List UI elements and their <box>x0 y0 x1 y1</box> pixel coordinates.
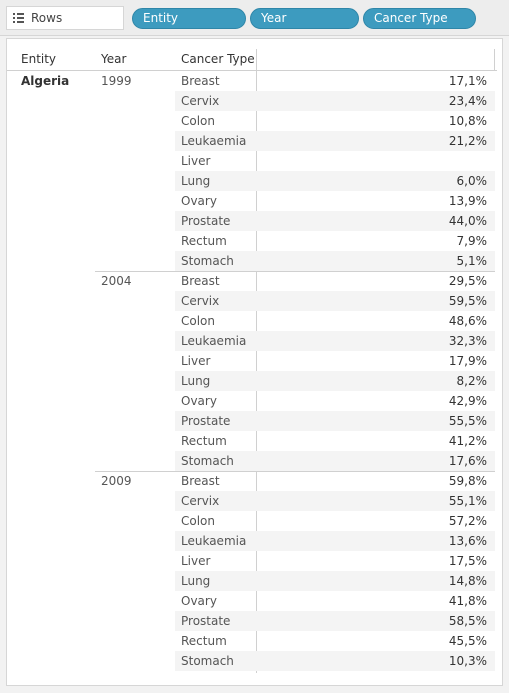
table-row[interactable] <box>175 71 495 91</box>
table-row[interactable] <box>175 371 495 391</box>
group-separator <box>95 471 495 472</box>
table-row[interactable] <box>175 151 495 171</box>
table-row[interactable] <box>175 111 495 131</box>
rows-shelf-label <box>6 6 124 30</box>
cancer-type-cell: Colon <box>181 514 216 528</box>
value-cell: 58,5% <box>448 614 487 628</box>
year-cell[interactable]: 2004 <box>101 274 132 288</box>
table-row[interactable] <box>175 651 495 671</box>
header-entity[interactable]: Entity <box>21 52 57 66</box>
table-row[interactable] <box>175 311 495 331</box>
value-cell: 13,9% <box>448 194 487 208</box>
table-row[interactable] <box>175 551 495 571</box>
row-band <box>175 171 495 191</box>
value-cell: 7,9% <box>456 234 487 248</box>
cancer-type-cell: Liver <box>181 154 211 168</box>
cancer-type-cell: Colon <box>181 314 216 328</box>
value-cell: 57,2% <box>448 514 487 528</box>
cancer-type-cell: Cervix <box>181 494 220 508</box>
value-cell: 55,1% <box>448 494 487 508</box>
value-cell: 23,4% <box>448 94 487 108</box>
value-cell: 8,2% <box>456 374 487 388</box>
table-row[interactable] <box>175 251 495 271</box>
rows-list-icon <box>13 13 24 23</box>
table-row[interactable] <box>175 411 495 431</box>
cancer-type-cell: Liver <box>181 354 211 368</box>
row-band <box>175 371 495 391</box>
table-row[interactable] <box>175 131 495 151</box>
value-cell: 21,2% <box>448 134 487 148</box>
header-divider <box>494 49 495 71</box>
cancer-type-cell: Stomach <box>181 254 234 268</box>
value-cell: 14,8% <box>448 574 487 588</box>
cancer-type-cell: Cervix <box>181 94 220 108</box>
cancer-type-cell: Leukaemia <box>181 534 247 548</box>
value-cell: 48,6% <box>448 314 487 328</box>
year-group <box>95 271 495 471</box>
table-row[interactable] <box>175 391 495 411</box>
cancer-type-cell: Stomach <box>181 454 234 468</box>
table-row[interactable] <box>175 171 495 191</box>
cancer-type-cell: Cervix <box>181 294 220 308</box>
row-band <box>175 571 495 591</box>
rows-label-text: Rows <box>31 11 63 25</box>
cancer-type-cell: Stomach <box>181 654 234 668</box>
cancer-type-cell: Breast <box>181 274 220 288</box>
cancer-type-cell: Prostate <box>181 614 231 628</box>
header-year[interactable]: Year <box>101 52 127 66</box>
table-panel <box>6 38 503 686</box>
value-cell: 17,9% <box>448 354 487 368</box>
year-cell[interactable]: 2009 <box>101 474 132 488</box>
table-row[interactable] <box>175 591 495 611</box>
value-cell: 59,5% <box>448 294 487 308</box>
value-cell: 29,5% <box>448 274 487 288</box>
table-row[interactable] <box>175 571 495 591</box>
table-row[interactable] <box>175 451 495 471</box>
table-row[interactable] <box>175 291 495 311</box>
rows-shelf <box>0 0 509 36</box>
value-cell: 55,5% <box>448 414 487 428</box>
cancer-type-cell: Breast <box>181 74 220 88</box>
table-row[interactable] <box>175 231 495 251</box>
year-group <box>95 471 495 671</box>
value-cell: 41,2% <box>448 434 487 448</box>
cancer-type-cell: Liver <box>181 554 211 568</box>
table-row[interactable] <box>175 611 495 631</box>
year-group <box>95 71 495 271</box>
table-row[interactable] <box>175 331 495 351</box>
value-cell: 17,6% <box>448 454 487 468</box>
cancer-type-cell: Colon <box>181 114 216 128</box>
table-row[interactable] <box>175 351 495 371</box>
cancer-type-cell: Rectum <box>181 434 227 448</box>
table-row[interactable] <box>175 531 495 551</box>
value-cell: 59,8% <box>448 474 487 488</box>
cancer-type-cell: Rectum <box>181 234 227 248</box>
cancer-type-cell: Breast <box>181 474 220 488</box>
cancer-type-cell: Lung <box>181 174 211 188</box>
table-row[interactable] <box>175 191 495 211</box>
row-band <box>175 291 495 311</box>
cancer-type-cell: Lung <box>181 574 211 588</box>
value-cell: 17,1% <box>448 74 487 88</box>
value-cell: 44,0% <box>448 214 487 228</box>
table-row[interactable] <box>175 511 495 531</box>
table-row[interactable] <box>175 631 495 651</box>
value-cell: 17,5% <box>448 554 487 568</box>
year-cell[interactable]: 1999 <box>101 74 132 88</box>
value-cell: 45,5% <box>448 634 487 648</box>
value-cell: 32,3% <box>448 334 487 348</box>
value-cell: 10,8% <box>448 114 487 128</box>
cancer-type-cell: Lung <box>181 374 211 388</box>
pill-entity[interactable]: Entity <box>132 8 246 29</box>
value-cell: 41,8% <box>448 594 487 608</box>
table-row[interactable] <box>175 91 495 111</box>
cancer-type-cell: Leukaemia <box>181 334 247 348</box>
value-cell: 42,9% <box>448 394 487 408</box>
table-row[interactable] <box>175 471 495 491</box>
entity-cell[interactable]: Algeria <box>21 74 70 88</box>
value-cell: 5,1% <box>456 254 487 268</box>
pill-year[interactable]: Year <box>250 8 359 29</box>
pill-cancer-type[interactable]: Cancer Type <box>363 8 476 29</box>
row-band <box>175 491 495 511</box>
table-row[interactable] <box>175 211 495 231</box>
table-row[interactable] <box>175 271 495 291</box>
group-separator <box>95 271 495 272</box>
cancer-type-cell: Ovary <box>181 194 217 208</box>
table-row[interactable] <box>175 431 495 451</box>
table-row[interactable] <box>175 491 495 511</box>
cancer-type-cell: Leukaemia <box>181 134 247 148</box>
value-cell: 6,0% <box>456 174 487 188</box>
value-cell: 13,6% <box>448 534 487 548</box>
rows-pills <box>132 8 480 29</box>
value-cell: 10,3% <box>448 654 487 668</box>
cancer-type-cell: Prostate <box>181 214 231 228</box>
header-cancer-type[interactable]: Cancer Type <box>181 52 255 66</box>
cancer-type-cell: Rectum <box>181 634 227 648</box>
cancer-type-cell: Ovary <box>181 394 217 408</box>
cancer-type-cell: Ovary <box>181 594 217 608</box>
cancer-type-cell: Prostate <box>181 414 231 428</box>
row-band <box>175 91 495 111</box>
